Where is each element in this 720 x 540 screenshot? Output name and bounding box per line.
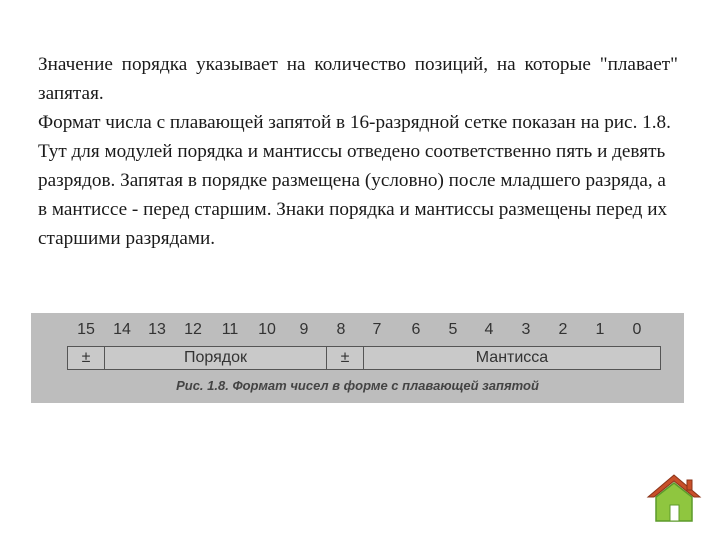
bit-number: 2 — [558, 321, 568, 338]
order-field: Порядок — [105, 347, 327, 369]
bit-number: 10 — [258, 321, 276, 338]
mantissa-field: Мантисса — [475, 349, 549, 366]
bit-number: 15 — [77, 321, 95, 338]
bit-number: 5 — [448, 321, 458, 338]
bit-number: 7 — [372, 321, 382, 338]
order-sign-cell: ± — [68, 347, 105, 369]
bit-number: 8 — [336, 321, 346, 338]
bit-number: 6 — [411, 321, 421, 338]
bit-number: 3 — [521, 321, 531, 338]
paragraph-format-description: Формат числа с плавающей запятой в 16-разрядной сетке показан на рис. 1.8. Тут для модулей порядка и мантиссы отведено соответственно пять и девять разрядов. Запятая в порядке размещена (условно) после младшего разряда, а в мантиссе - перед старшим. Знаки порядка и мантиссы размещены перед их старшими разрядами. — [38, 112, 671, 249]
bit-number: 4 — [484, 321, 494, 338]
bit-number: 14 — [113, 321, 131, 338]
bit-number: 13 — [148, 321, 166, 338]
bit-number: 0 — [632, 321, 642, 338]
paragraph-order-meaning: Значение порядка указывает на количество позиций, на которые "плавает" запятая. — [38, 54, 678, 104]
home-button[interactable] — [646, 473, 702, 523]
bit-numbers-row — [31, 321, 684, 343]
mantissa-sign-cell: ± — [327, 347, 364, 369]
bit-number: 12 — [184, 321, 202, 338]
text-block — [38, 50, 678, 253]
home-icon — [646, 473, 702, 523]
figure-floating-point-format — [31, 313, 684, 403]
bit-number: 1 — [595, 321, 605, 338]
format-grid — [67, 346, 661, 370]
bit-number: 9 — [299, 321, 309, 338]
bit-number: 11 — [221, 321, 239, 338]
figure-caption: Рис. 1.8. Формат чисел в форме с плавающей запятой — [176, 378, 539, 393]
